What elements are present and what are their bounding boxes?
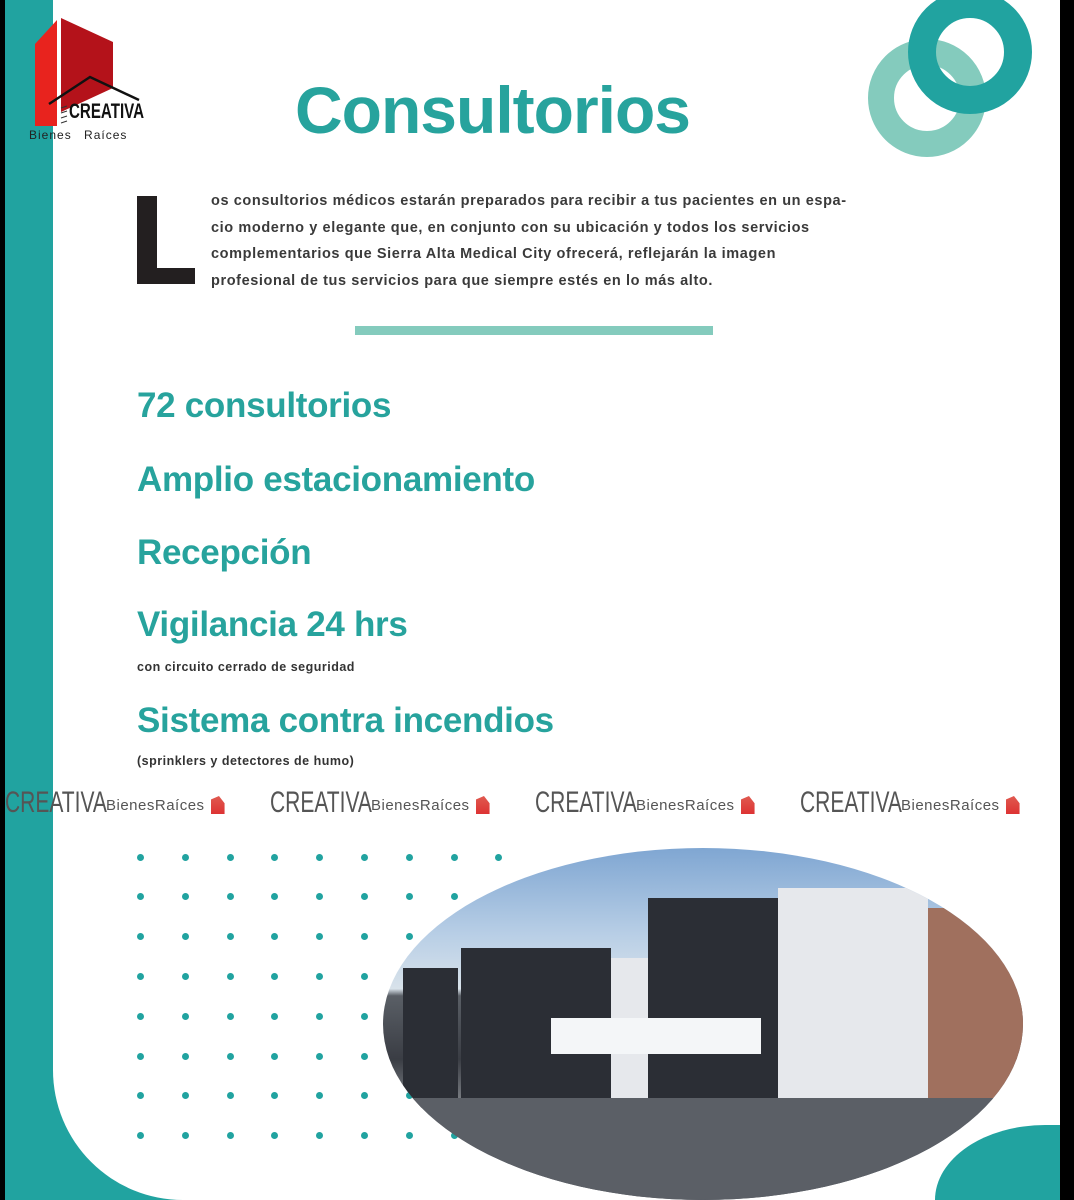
creativa-logo xyxy=(27,16,147,146)
dot xyxy=(182,1053,189,1060)
logo-mini-icon xyxy=(211,796,225,814)
dot xyxy=(182,973,189,980)
feature-note: (sprinklers y detectores de humo) xyxy=(137,754,355,768)
dot xyxy=(227,1013,234,1020)
dot xyxy=(227,1092,234,1099)
building-rendering-image xyxy=(383,848,1023,1200)
dot xyxy=(406,933,413,940)
dot xyxy=(182,1132,189,1139)
watermark-word: CREATIVA xyxy=(5,786,107,819)
dot xyxy=(451,854,458,861)
dot xyxy=(406,854,413,861)
intro-line: os consultorios médicos estarán preparados para recibir a tus pacientes en un espa- xyxy=(211,193,847,209)
dot xyxy=(227,973,234,980)
logo-word: CREATIVA xyxy=(69,100,145,123)
dot xyxy=(137,1013,144,1020)
dot xyxy=(361,893,368,900)
dot xyxy=(451,893,458,900)
dot xyxy=(406,893,413,900)
dot xyxy=(137,854,144,861)
watermark-word: CREATIVA xyxy=(800,786,902,819)
dot xyxy=(227,1132,234,1139)
feature-title: Recepción xyxy=(137,533,312,572)
dot xyxy=(361,1013,368,1020)
decorative-rings-icon xyxy=(865,0,1060,165)
dot xyxy=(182,1013,189,1020)
watermark-band xyxy=(5,780,1060,820)
dot xyxy=(361,973,368,980)
dot xyxy=(182,854,189,861)
dot xyxy=(227,893,234,900)
watermark-sub: BienesRaíces xyxy=(106,797,205,814)
dropcap-letter xyxy=(137,196,195,284)
logo-mini-icon xyxy=(1006,796,1020,814)
feature-title: Sistema contra incendios xyxy=(137,701,554,740)
watermark-word: CREATIVA xyxy=(535,786,637,819)
logo-mini-icon xyxy=(476,796,490,814)
watermark-sub: BienesRaíces xyxy=(371,797,470,814)
dot xyxy=(227,1053,234,1060)
dot xyxy=(137,1092,144,1099)
dot xyxy=(361,854,368,861)
brochure-page xyxy=(5,0,1060,1200)
dot xyxy=(495,854,502,861)
divider xyxy=(355,326,713,335)
feature-title: Vigilancia 24 hrs xyxy=(137,605,408,644)
dot xyxy=(182,893,189,900)
watermark-word: CREATIVA xyxy=(270,786,372,819)
dot xyxy=(227,854,234,861)
intro-paragraph xyxy=(211,188,951,294)
intro-line: cio moderno y elegante que, en conjunto con su ubicación y todos los servicios xyxy=(211,219,810,236)
dot xyxy=(227,933,234,940)
dot xyxy=(137,933,144,940)
feature-title: 72 consultorios xyxy=(137,386,392,425)
page-title: Consultorios xyxy=(295,73,690,147)
dot xyxy=(361,1092,368,1099)
dot xyxy=(137,1053,144,1060)
feature-note: con circuito cerrado de seguridad xyxy=(137,660,355,674)
dot xyxy=(137,1132,144,1139)
dot xyxy=(182,933,189,940)
intro-line: complementarios que Sierra Alta Medical City ofrecerá, reflejarán la imagen xyxy=(211,246,777,262)
logo-mini-icon xyxy=(741,796,755,814)
intro-line: profesional de tus servicios para que siempre estés en lo más alto. xyxy=(211,272,713,289)
dot xyxy=(137,973,144,980)
watermark-sub: BienesRaíces xyxy=(636,797,735,814)
logo-subtitle: Bienes Raíces xyxy=(29,128,128,142)
feature-title: Amplio estacionamiento xyxy=(137,460,535,499)
dot xyxy=(361,933,368,940)
watermark-sub: BienesRaíces xyxy=(901,797,1000,814)
dot xyxy=(137,893,144,900)
dot xyxy=(361,1132,368,1139)
dot xyxy=(361,1053,368,1060)
dot xyxy=(182,1092,189,1099)
